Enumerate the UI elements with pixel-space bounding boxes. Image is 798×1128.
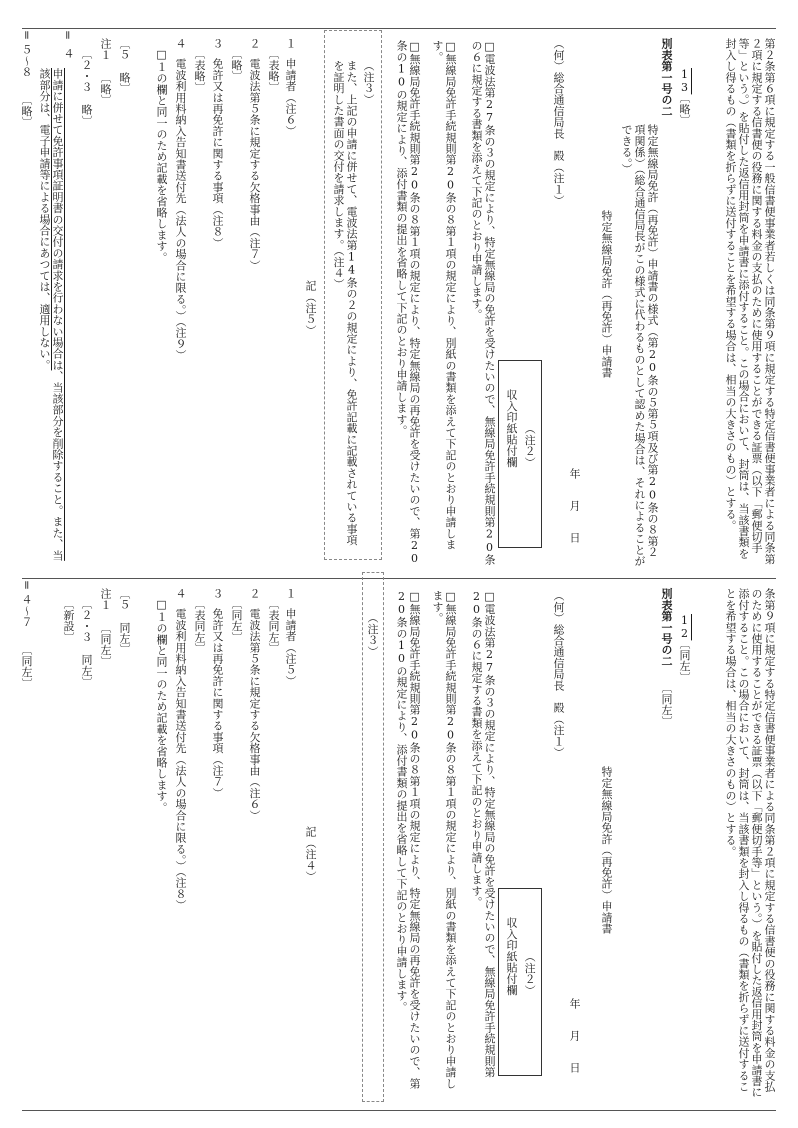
top-note-4-num: ４ [62, 48, 75, 60]
top-document-title: 特定無線局免許（再免許）申請書 [600, 210, 613, 378]
top-also-request: また、上記の申請に併せて、電波法第14条の２の規定により、免許記載に記載されている事項を証明した書面の交付を請求します。（注４） [332, 60, 358, 546]
bottom-ki-heading: 記（注４） [304, 826, 317, 882]
bottom-checkbox-2[interactable]: □無線局免許手続規則第20条の８第１項の規定により、別紙の書類を添えて下記のとおり申請します。 [431, 590, 457, 1089]
bottom-document-title: 特定無線局免許（再免許）申請書 [600, 766, 613, 934]
top-stamp-box [498, 360, 542, 548]
top-item13-num: 13 [678, 68, 691, 95]
bottom-note-1: 〔同左〕 [99, 622, 112, 667]
top-change-mark-4: ＝ [61, 30, 72, 40]
top-note3: （注３） [362, 60, 375, 105]
top-item-1-text: 申請者（注６） [284, 58, 297, 137]
top-item-3-text: 免許又は再免許に関する事項（注８） [211, 58, 224, 249]
top-item-3-sub: 〔表略〕 [193, 48, 206, 93]
bottom-item-1-text: 申請者（注５） [284, 608, 297, 687]
bottom-item-3-sub: 〔表同左〕 [193, 598, 206, 654]
bottom-item-4-sub[interactable]: □１の欄と同一のため記載を省略します。 [155, 598, 168, 813]
top-note-5-8: ５〜８ [20, 44, 33, 78]
bottom-addressee: （何）総合通信局長 殿（注１） [552, 590, 565, 758]
bottom-form-description: 〔同左〕 [660, 682, 673, 727]
top-border [22, 28, 776, 29]
bottom-item12-text: 〔同左〕 [678, 638, 691, 683]
top-stamp-note: （注２） [523, 422, 537, 468]
top-checkbox-3[interactable]: □無線局免許手続規則第20条の８第１項の規定により、特定無線局の再免許を受けたいので、第20条の10の規定により、添付書類の提出を省略して下記のとおり申請します。 [395, 40, 421, 566]
top-item-4-text: 電波利用料納入告知書送付先（法人の場合に限る。）（注９） [174, 58, 187, 361]
top-note-4-text: 申請に併せて免許事項証明書の交付の請求を行わない場合は、当該部分を削除すること。また、当該部分は、電子申請等による場合にあつては、適用しない。 [38, 68, 64, 561]
top-note-2-3: 〔２・３ 略〕 [80, 48, 93, 127]
bottom-form-title: 別表第一号の二 [660, 588, 673, 667]
top-form-description: 特定無線局免許（再免許）申請書の様式（第20条の５第５項及び第20条の８第２項関係）（総合通信局長がこの様式に代わるものとして認めた場合は、それによることができる。） [620, 124, 659, 567]
top-stamp-label: 収入印紙貼付欄 [505, 389, 518, 468]
bottom-note3: （注３） [366, 612, 379, 657]
top-item-4-num: ４ [174, 38, 187, 50]
top-item-3-num: ３ [211, 38, 224, 50]
bottom-item-5: 〔５ 同左〕 [118, 588, 131, 656]
bottom-note-label: 注１ [99, 588, 112, 611]
top-item-2-text: 電波法第５条に規定する欠格事由（注７） [248, 58, 261, 271]
bottom-item-4-text: 電波利用料納入告知書送付先（法人の場合に限る。）（注８） [174, 608, 187, 911]
bottom-change-mark-47: ＝ [20, 580, 31, 590]
bottom-item-4-num: ４ [174, 588, 187, 600]
bottom-stamp-box [498, 888, 542, 1076]
top-addressee: （何）総合通信局長 殿（注１） [552, 38, 565, 206]
top-item13-text: 〔略〕 [678, 92, 691, 126]
top-item-2-num: ２ [248, 38, 261, 50]
top-checkbox-2[interactable]: □無線局免許手続規則第20条の８第１項の規定により、別紙の書類を添えて下記のとおり申請します。 [431, 40, 457, 550]
top-item-1-num: １ [284, 38, 297, 50]
top-change-mark-58: ＝ [20, 30, 31, 40]
top-intro-paragraph: 第２条第６項に規定する一般信書便事業者若しくは同条第９項に規定する特定信書便事業者による同条第２項に規定する信書便の役務に関する料金の支払のために使用することができる証票（以下「郵便切手等」という。）を貼付した返信用封筒を申請書に添付すること。この場合において、封筒は、当該書類を封入し得るもの（書類を折らずに送付することを希望する場合は、相当の大きさのもの）とする。 [724, 38, 776, 565]
bottom-date-label: 年 月 日 [568, 998, 581, 1078]
bottom-stamp-note: （注２） [523, 950, 537, 996]
top-checkbox-1[interactable]: □電波法第27条の３の規定により、特定無線局の免許を受けたいので、無線局免許手続規則第20条の６に規定する書類を添えて下記のとおり申請します。 [470, 40, 496, 566]
bottom-note-new: 〔新設〕 [62, 598, 75, 643]
bottom-item-2-num: ２ [248, 588, 261, 600]
bottom-note-2-3: 〔２・３ 同左〕 [80, 598, 93, 688]
bottom-note-4-7: ４〜７ [20, 594, 33, 628]
bottom-item-1-sub: 〔表同左〕 [267, 598, 280, 654]
bottom-border [22, 1110, 776, 1111]
bottom-item-2-sub: 〔同左〕 [230, 598, 243, 643]
top-item-1-sub: 〔表略〕 [267, 48, 280, 93]
bottom-item-2-text: 電波法第５条に規定する欠格事由（注６） [248, 608, 261, 821]
bottom-checkbox-3[interactable]: □無線局免許手続規則第20条の８第１項の規定により、特定無線局の再免許を受けたいので、第20条の10の規定により、添付書類の提出を省略して下記のとおり申請します。 [395, 590, 421, 1089]
top-form-title: 別表第一号の二 [660, 38, 673, 117]
top-date-label: 年 月 日 [568, 468, 581, 548]
bottom-item-1-num: １ [284, 588, 297, 600]
top-item-2-sub: 〔略〕 [230, 48, 243, 82]
bottom-intro-paragraph: 条第９項に規定する特定信書便事業者による同条第２項に規定する信書便の役務に関する料金の支払のために使用することができる証票（以下「郵便切手等」という。）を貼付した返信用封筒を申請書に添付すること。この場合において、封筒は、当該書類を封入し得るもの（書類を折らずに送付することを希望する場合は、相当の大きさのもの）とする。 [724, 588, 776, 1098]
top-item-5: 〔５ 略〕 [118, 38, 131, 94]
top-item-4-sub[interactable]: □１の欄と同一のため記載を省略します。 [155, 48, 168, 263]
section-divider [22, 578, 776, 579]
bottom-note-4-7-text: 〔同左〕 [20, 644, 33, 689]
bottom-item12-num: 12 [678, 614, 691, 641]
top-note-label: 注１ [99, 38, 112, 61]
top-ki-heading: 記（注５） [304, 280, 317, 336]
bottom-stamp-label: 収入印紙貼付欄 [505, 917, 518, 996]
bottom-item-3-text: 免許又は再免許に関する事項（注７） [211, 608, 224, 799]
bottom-checkbox-1[interactable]: □電波法第27条の３の規定により、特定無線局の免許を受けたいので、無線局免許手続規則第20条の６に規定する書類を添えて下記のとおり申請します。 [470, 590, 496, 1078]
top-note-5-8-text: 〔略〕 [20, 94, 33, 128]
bottom-item-3-num: ３ [211, 588, 224, 600]
top-note-1: 〔略〕 [99, 72, 112, 106]
